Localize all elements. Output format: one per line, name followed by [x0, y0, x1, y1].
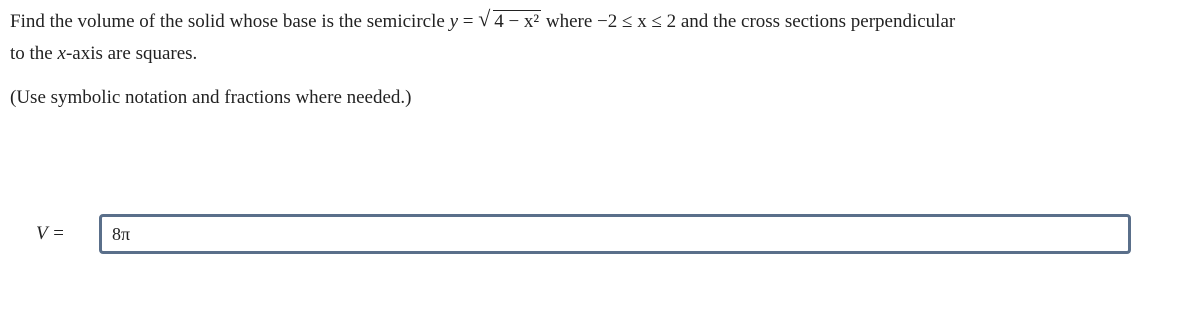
question-line-2	[10, 38, 1195, 70]
volume-answer-input[interactable]	[102, 217, 1128, 251]
x-variable: x	[57, 43, 66, 64]
domain-condition: where −2 ≤ x ≤ 2 and the cross sections perpendicular	[541, 11, 956, 32]
radicand: 4 − x²	[494, 11, 540, 32]
question-text	[10, 6, 1195, 70]
line2-suffix: -axis are squares.	[65, 43, 198, 64]
question-line-1	[10, 6, 1195, 38]
line2-prefix: to the	[10, 43, 58, 64]
equals-sign: =	[458, 11, 479, 32]
radical-sign-icon: √	[478, 6, 491, 31]
answer-row	[36, 214, 100, 254]
y-variable: y	[449, 11, 458, 32]
instruction-hint: (Use symbolic notation and fractions where needed.)	[10, 87, 412, 108]
answer-box[interactable]	[99, 214, 1131, 254]
square-root-expression	[478, 6, 541, 38]
question-intro: Find the volume of the solid whose base is the semicircle	[10, 11, 450, 32]
answer-label: V =	[36, 223, 65, 244]
